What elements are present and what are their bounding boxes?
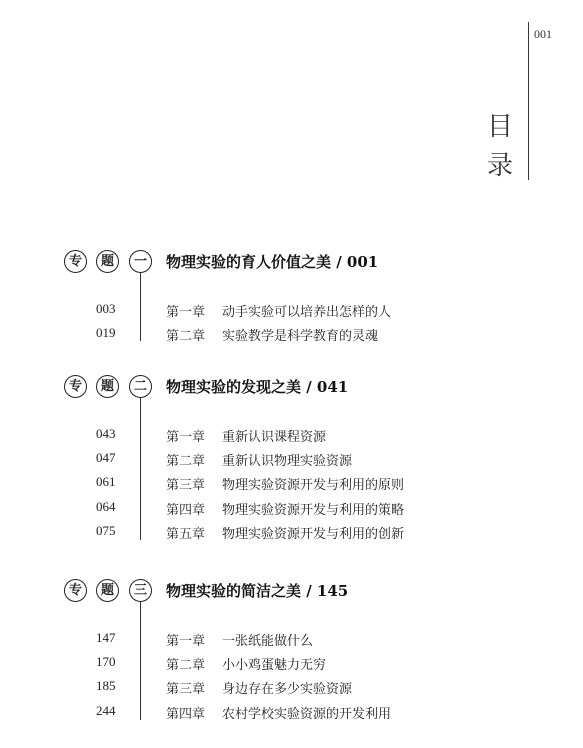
chapter-page: 003	[96, 301, 116, 316]
chapter-number: 第二章	[166, 454, 206, 469]
chapter-number: 第一章	[166, 430, 206, 445]
toc-title-char-1: 目	[487, 112, 514, 142]
chapter-page: 244	[96, 703, 116, 718]
chapter-title[interactable]: 重新认识物理实验资源	[222, 454, 353, 469]
section-vertical-rule	[140, 398, 141, 540]
chapter-page: 170	[96, 654, 116, 669]
chapter-page: 061	[96, 474, 116, 489]
toc-row[interactable]	[0, 523, 583, 541]
topic-circle-zhuan: 专	[64, 579, 87, 602]
chapter-title[interactable]: 物理实验资源开发与利用的策略	[222, 503, 405, 518]
toc-row[interactable]	[0, 678, 583, 696]
toc-row[interactable]	[0, 450, 583, 468]
chapter-page: 147	[96, 630, 116, 645]
chapter-page: 043	[96, 426, 116, 441]
chapter-title[interactable]: 实验教学是科学教育的灵魂	[222, 329, 379, 344]
chapter-title[interactable]: 物理实验资源开发与利用的创新	[222, 527, 405, 542]
topic-circle-ti: 题	[96, 375, 119, 398]
chapter-title[interactable]: 农村学校实验资源的开发利用	[222, 707, 392, 722]
chapter-page: 075	[96, 523, 116, 538]
chapter-number: 第三章	[166, 478, 206, 493]
section-title[interactable]: 物理实验的育人价值之美 / 001	[166, 253, 379, 271]
toc-row[interactable]	[0, 703, 583, 721]
chapter-number: 第二章	[166, 329, 206, 344]
chapter-number: 第一章	[166, 634, 206, 649]
chapter-title[interactable]: 小小鸡蛋魅力无穷	[222, 658, 327, 673]
toc-row[interactable]	[0, 325, 583, 343]
chapter-page: 064	[96, 499, 116, 514]
chapter-number: 第二章	[166, 658, 206, 673]
topic-circle-ti: 题	[96, 250, 119, 273]
topic-circle-zhuan: 专	[64, 250, 87, 273]
chapter-number: 第一章	[166, 305, 206, 320]
section-number-circle: 三	[129, 579, 152, 602]
chapter-number: 第三章	[166, 682, 206, 697]
chapter-number: 第四章	[166, 503, 206, 518]
page-number: 001	[534, 27, 552, 41]
toc-row[interactable]	[0, 499, 583, 517]
toc-row[interactable]	[0, 426, 583, 444]
chapter-title[interactable]: 动手实验可以培养出怎样的人	[222, 305, 392, 320]
chapter-title[interactable]: 身边存在多少实验资源	[222, 682, 353, 697]
toc-row[interactable]	[0, 654, 583, 672]
chapter-title[interactable]: 物理实验资源开发与利用的原则	[222, 478, 405, 493]
chapter-page: 185	[96, 678, 116, 693]
section-title[interactable]: 物理实验的发现之美 / 041	[166, 378, 349, 396]
header-rule	[528, 22, 529, 180]
toc-title-char-2: 录	[487, 151, 514, 181]
section-number-circle: 二	[129, 375, 152, 398]
chapter-title[interactable]: 一张纸能做什么	[222, 634, 314, 649]
chapter-number: 第四章	[166, 707, 206, 722]
topic-circle-zhuan: 专	[64, 375, 87, 398]
toc-row[interactable]	[0, 301, 583, 319]
toc-row[interactable]	[0, 474, 583, 492]
section-number-circle: 一	[129, 250, 152, 273]
section-title[interactable]: 物理实验的简洁之美 / 145	[166, 582, 349, 600]
chapter-page: 019	[96, 325, 116, 340]
chapter-page: 047	[96, 450, 116, 465]
chapter-number: 第五章	[166, 527, 206, 542]
toc-row[interactable]	[0, 630, 583, 648]
chapter-title[interactable]: 重新认识课程资源	[222, 430, 327, 445]
topic-circle-ti: 题	[96, 579, 119, 602]
